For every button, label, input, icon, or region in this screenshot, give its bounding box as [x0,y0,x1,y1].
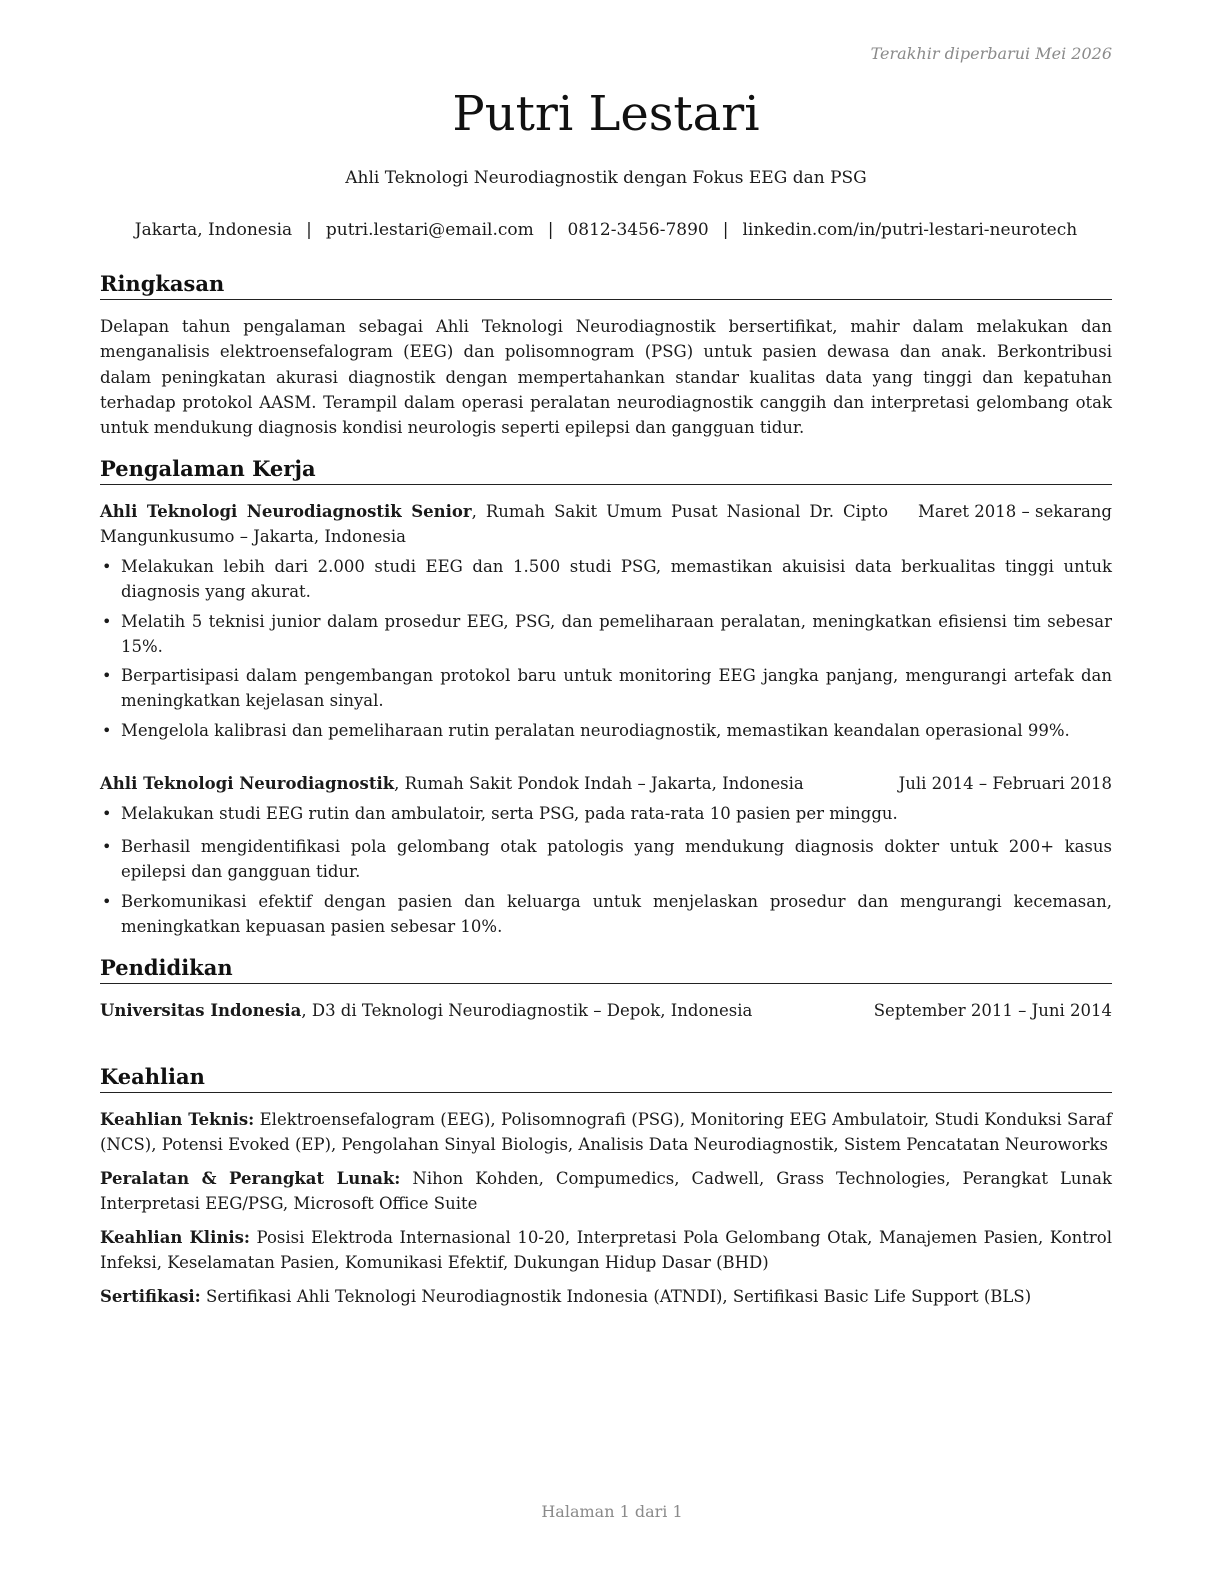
education-detail: , D3 di Teknologi Neurodiagnostik – Depok, Indonesia [301,1001,753,1020]
contact-separator: | [306,220,312,240]
skill-text: Nihon Kohden, Compumedics, Cadwell, Grass Technologies, Perangkat Lunak Interpretasi EEG/PSG, Microsoft Office Suite [100,1169,1112,1213]
bullet-text: Berkomunikasi efektif dengan pasien dan keluarga untuk menjelaskan prosedur dan mengurangi kecemasan, meningkatkan kepuasan pasien sebesar 10%. [121,891,1112,936]
contact-linkedin[interactable]: linkedin.com/in/putri-lestari-neurotech [742,220,1078,240]
job-title-line [100,771,869,796]
bullet-icon: • [102,611,112,631]
last-updated: Terakhir diperbarui Mei 2026 [870,44,1112,63]
section-title-summary: Ringkasan [100,270,1112,300]
section-title-experience: Pengalaman Kerja [100,455,1112,485]
education-school: Universitas Indonesia [100,1001,302,1020]
skill-text: Sertifikasi Ahli Teknologi Neurodiagnostik Indonesia (ATNDI), Sertifikasi Basic Life Support (BLS) [200,1287,1032,1306]
headline: Ahli Teknologi Neurodiagnostik dengan Fokus EEG dan PSG [345,168,867,188]
list-item [100,889,1112,939]
education-entry [100,998,1112,1023]
skill-group [100,1166,1112,1216]
contact-location: Jakarta, Indonesia [134,220,293,240]
education-dates: September 2011 – Juni 2014 [873,1001,1112,1020]
bullet-text: Melatih 5 teknisi junior dalam prosedur EEG, PSG, dan pemeliharaan peralatan, meningkatkan efisiensi tim sebesar 15%. [121,611,1112,656]
list-item [100,554,1112,604]
skill-label: Keahlian Teknis: [100,1110,255,1129]
education-line [100,998,842,1023]
section-title-education: Pendidikan [100,954,1112,984]
skill-group [100,1284,1112,1309]
section-title-skills: Keahlian [100,1063,1112,1093]
list-item [100,609,1112,659]
bullet-text: Berpartisipasi dalam pengembangan protokol baru untuk monitoring EEG jangka panjang, mengurangi artefak dan meningkatkan kejelasan sinyal. [121,666,1112,710]
job-organization: , Rumah Sakit Pondok Indah – Jakarta, Indonesia [394,774,804,793]
job-title: Ahli Teknologi Neurodiagnostik Senior [100,502,472,521]
candidate-name: Putri Lestari [452,86,760,142]
skill-group [100,1225,1112,1275]
skill-label: Sertifikasi: [100,1287,201,1306]
job-dates: Juli 2014 – Februari 2018 [898,774,1112,793]
bullet-icon: • [102,891,112,911]
bullet-icon: • [102,720,112,740]
contact-separator: | [722,220,729,240]
job-dates: Maret 2018 – sekarang [918,502,1112,521]
bullet-icon: • [102,804,112,823]
bullet-icon: • [102,557,112,576]
contact-phone[interactable]: 0812-3456-7890 [567,220,709,240]
contact-line [100,220,1112,240]
bullet-text: Berhasil mengidentifikasi pola gelombang otak patologis yang mendukung diagnosis dokter untuk 200+ kasus epilepsi dan gangguan tidur. [121,837,1112,881]
contact-email[interactable]: putri.lestari@email.com [325,220,534,240]
job-header [100,771,1112,796]
job-bullets [100,554,1112,747]
job-title: Ahli Teknologi Neurodiagnostik [100,774,395,793]
bullet-text: Mengelola kalibrasi dan pemeliharaan rutin peralatan neurodiagnostik, memastikan keandalan operasional 99%. [121,720,1070,740]
list-item [100,663,1112,713]
job-organization: , Rumah Sakit Umum Pusat Nasional Dr. Cipto Mangunkusumo – Jakarta, Indonesia [100,502,889,546]
job-header [100,499,1112,549]
bullet-icon: • [102,837,112,856]
job-title-line [100,499,888,549]
job-bullets [100,801,1112,943]
list-item [100,834,1112,884]
list-item [100,718,1112,743]
skill-label: Keahlian Klinis: [100,1228,250,1247]
skill-text: Elektroensefalogram (EEG), Polisomnografi (PSG), Monitoring EEG Ambulatoir, Studi Konduksi Saraf (NCS), Potensi Evoked (EP), Pengolahan Sinyal Biologis, Analisis Data Neurodiagnostik, Sistem Pencatatan Neuroworks [100,1110,1113,1154]
skill-text: Posisi Elektroda Internasional 10-20, Interpretasi Pola Gelombang Otak, Manajemen Pasien, Kontrol Infeksi, Keselamatan Pasien, Komunikasi Efektif, Dukungan Hidup Dasar (BHD) [100,1228,1112,1272]
bullet-text: Melakukan lebih dari 2.000 studi EEG dan 1.500 studi PSG, memastikan akuisisi data berkualitas tinggi untuk diagnosis yang akurat. [121,557,1112,601]
bullet-text: Melakukan studi EEG rutin dan ambulatoir, serta PSG, pada rata-rata 10 pasien per minggu. [121,804,898,823]
skill-label: Peralatan & Perangkat Lunak: [100,1169,401,1188]
summary-text: Delapan tahun pengalaman sebagai Ahli Teknologi Neurodiagnostik bersertifikat, mahir dalam melakukan dan menganalisis elektroensefalogram (EEG) dan polisomnogram (PSG) untuk pasien dewasa dan anak. Berkontribusi dalam peningkatan akurasi diagnostik dengan mempertahankan standar kualitas data yang tinggi dan kepatuhan terhadap protokol AASM. Terampil dalam operasi peralatan neurodiagnostik canggih dan interpretasi gelombang otak untuk mendukung diagnosis kondisi neurologis seperti epilepsi dan gangguan tidur. [100,317,1112,438]
bullet-icon: • [102,666,112,685]
list-item [100,801,1112,826]
contact-separator: | [547,220,554,240]
page-footer: Halaman 1 dari 1 [541,1502,683,1521]
skill-group [100,1107,1112,1157]
